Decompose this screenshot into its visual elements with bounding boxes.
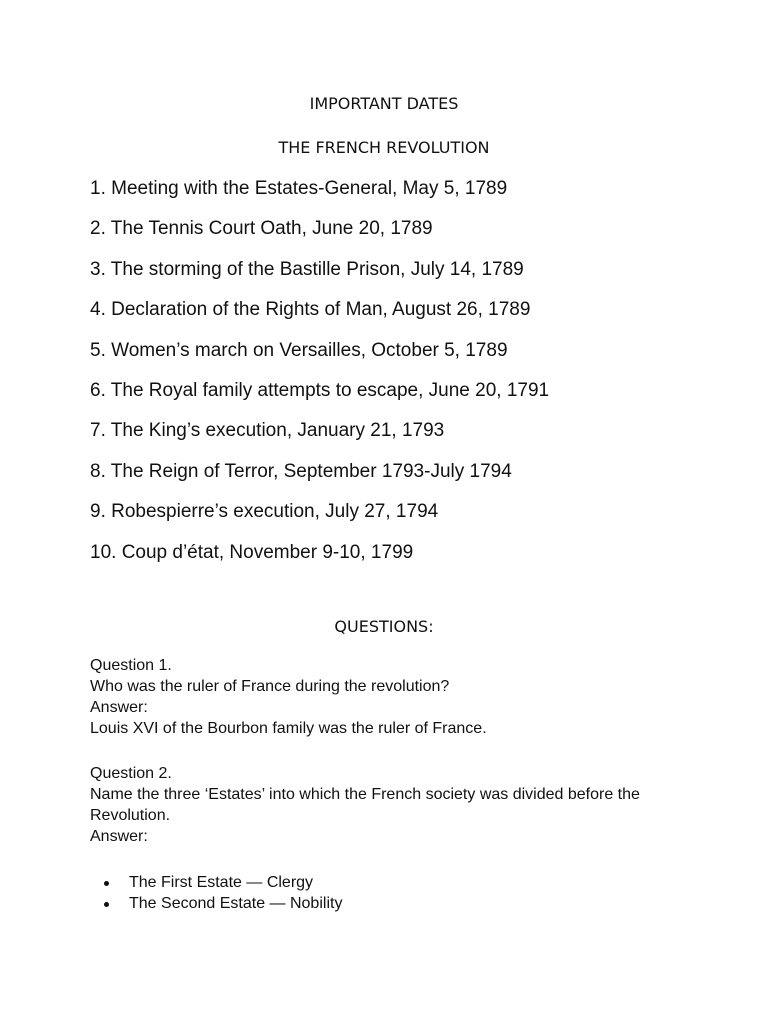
date-item: 9. Robespierre’s execution, July 27, 1794 [90,501,439,523]
bullet-dot-icon [104,902,109,907]
date-item: 8. The Reign of Terror, September 1793-July 1794 [90,460,512,482]
question-text: Name the three ‘Estates’ into which the French society was divided before the Revolution. [90,786,640,824]
answer-bullet-list [90,872,342,914]
date-item: 7. The King’s execution, January 21, 1793 [90,420,445,442]
date-item: 6. The Royal family attempts to escape, June 20, 1791 [90,379,550,401]
question-block-2 [90,763,690,847]
answer-text: Louis XVI of the Bourbon family was the ruler of France. [90,720,487,737]
questions-heading: QUESTIONS: [334,617,434,636]
answer-label: Answer: [90,699,148,716]
date-item: 5. Women’s march on Versailles, October 5, 1789 [90,339,508,361]
date-item: 2. The Tennis Court Oath, June 20, 1789 [90,218,433,240]
date-item: 3. The storming of the Bastille Prison, July 14, 1789 [90,258,524,280]
answer-bullet-text: The First Estate — Clergy [129,874,314,891]
answer-bullet-item [90,893,342,914]
document-subtitle: THE FRENCH REVOLUTION [278,138,490,157]
question-text: Who was the ruler of France during the revolution? [90,678,450,695]
question-label: Question 1. [90,657,172,674]
date-item: 4. Declaration of the Rights of Man, August 26, 1789 [90,299,531,321]
bullet-dot-icon [104,881,109,886]
question-block-1 [90,655,690,739]
answer-label: Answer: [90,828,148,845]
question-label: Question 2. [90,765,172,782]
document-title: IMPORTANT DATES [309,94,459,113]
important-dates-list [90,177,549,581]
answer-bullet-item [90,872,342,893]
answer-bullet-text: The Second Estate — Nobility [129,895,343,912]
date-item: 1. Meeting with the Estates-General, May 5, 1789 [90,178,508,199]
date-item: 10. Coup d’état, November 9-10, 1799 [90,541,414,563]
